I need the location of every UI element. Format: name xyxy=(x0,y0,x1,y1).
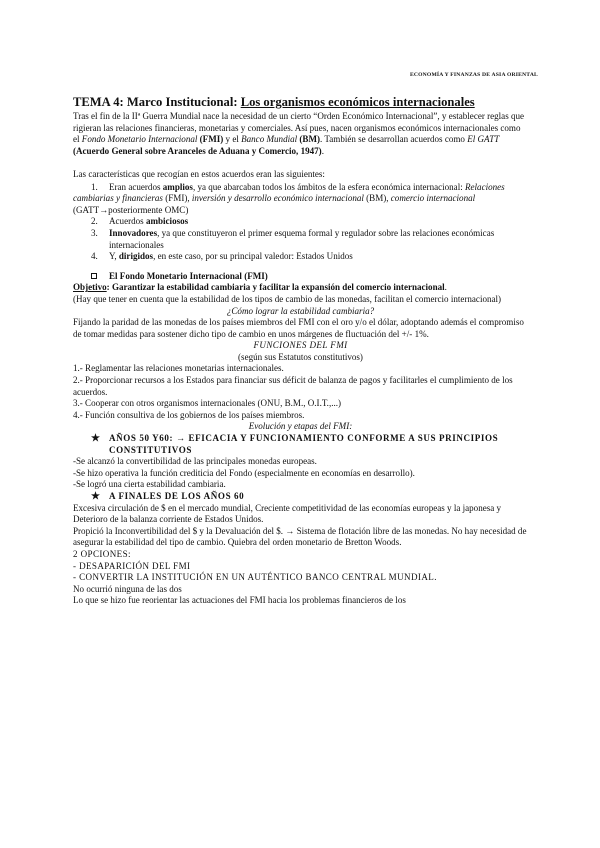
characteristics-list xyxy=(73,182,528,263)
intro-paragraph: Tras el fin de la IIª Guerra Mundial nace la necesidad de un cierto “Orden Económico Internacional”, y establecer reglas que rigieran las relaciones financieras, monetarias y comerciales. Así pues, nacen organismos económicos internacionales como el Fondo Monetario Internacional (FMI) y el Banco Mundial (BM). También se desarrollan acuerdos como El GATT (Acuerdo General sobre Aranceles de Aduana y Comercio, 1947). xyxy=(73,111,525,156)
checkbox-bullet-icon xyxy=(91,273,97,279)
fmi-heading: El Fondo Monetario Internacional (FMI) xyxy=(73,271,528,283)
options-outcome: No ocurrió ninguna de las dos xyxy=(73,583,182,594)
function-item: 3.- Cooperar con otros organismos internacionales (ONU, B.M., O.I.T.,...) xyxy=(73,398,342,409)
stage2-paragraph: Excesiva circulación de $ en el mercado mundial, Creciente competitividad de las economías europeas y la japonesa y Deterioro de la balanza corriente de Estados Unidos. xyxy=(73,502,502,525)
list-item: 2. Acuerdos ambiciosos xyxy=(91,216,189,227)
option-item: - CONVERTIR LA INSTITUCIÓN EN UN AUTÉNTICO BANCO CENTRAL MUNDIAL. xyxy=(73,572,437,583)
stage1-point: -Se logró una cierta estabilidad cambiaria. xyxy=(73,479,226,490)
functions-subtitle: (según sus Estatutos constitutivos) xyxy=(238,351,363,362)
running-header: ECONOMÍA Y FINANZAS DE ASIA ORIENTAL xyxy=(409,72,538,78)
stage1-point: -Se alcanzó la convertibilidad de las principales monedas europeas. xyxy=(73,456,317,467)
stage1-heading: ★ AÑOS 50 Y60: → EFICACIA Y FUNCIONAMIENTO CONFORME A SUS PRINCIPIOS CONSTITUTIVOS xyxy=(91,433,499,455)
objective-line: Objetivo: Garantizar la estabilidad cambiaria y facilitar la expansión del comercio internacional. xyxy=(73,282,447,293)
title-prefix: TEMA 4: Marco Institucional: xyxy=(73,95,241,109)
star-bullet-icon: ★ xyxy=(91,433,101,445)
list-item: 1. Eran acuerdos amplios, ya que abarcaban todos los ámbitos de la esfera económica internacional: Relaciones cambiarias y financieras (FMI), inversión y desarrollo económico internacional (BM), comercio internacional (GATT→posteriormente OMC) xyxy=(73,181,505,215)
page-title xyxy=(73,95,528,109)
option-item: - DESAPARICIÓN DEL FMI xyxy=(73,560,191,571)
options-title: 2 OPCIONES: xyxy=(73,548,131,559)
functions-title: FUNCIONES DEL FMI xyxy=(253,340,348,351)
stage2-paragraph: Propició la Inconvertibilidad del $ y la Devaluación del $. → Sistema de flotación libre de las monedas. No hay necesidad de asegurar la estabilidad del tipo de cambio. Quiebra del orden monetario de Bretton Woods. xyxy=(73,525,527,548)
list-item: 3. Innovadores, ya que constituyeron el primer esquema formal y regulador sobre las relaciones económicas internacionales xyxy=(91,227,495,250)
star-bullet-icon: ★ xyxy=(91,491,101,502)
title-underlined: Los organismos económicos internacionales xyxy=(240,95,475,109)
function-item: 1.- Reglamentar las relaciones monetarias internacionales. xyxy=(73,363,284,374)
stage2-heading: ★ A FINALES DE LOS AÑOS 60 xyxy=(91,491,245,502)
document-body xyxy=(73,95,528,607)
function-item: 4.- Función consultiva de los gobiernos de los países miembros. xyxy=(73,409,305,420)
list-item: 4. Y, dirigidos, en este caso, por su principal valedor: Estados Unidos xyxy=(91,251,353,262)
stage1-point: -Se hizo operativa la función crediticia del Fondo (especialmente en economías en desarrollo). xyxy=(73,467,415,478)
function-item: 2.- Proporcionar recursos a los Estados para financiar sus déficit de balanza de pagos y facilitarles el cumplimiento de los acuerdos. xyxy=(73,375,513,397)
stability-answer: Fijando la paridad de las monedas de los países miembros del FMI con el oro y/o el dólar, adoptando además el compromiso de tomar medidas para sostener dicho tipo de cambio en unos márgenes de fluctuación del +/- 1%. xyxy=(73,317,524,339)
closing-line: Lo que se hizo fue reorientar las actuaciones del FMI hacia los problemas financieros de los xyxy=(73,595,406,606)
characteristics-lead: Las características que recogían en estos acuerdos eran las siguientes: xyxy=(73,168,325,179)
objective-note: (Hay que tener en cuenta que la estabilidad de los tipos de cambio de las monedas, facilitan el comercio internacional) xyxy=(73,293,502,304)
evolution-title: Evolución y etapas del FMI: xyxy=(248,421,353,432)
stability-question: ¿Cómo lograr la estabilidad cambiaria? xyxy=(226,305,375,316)
